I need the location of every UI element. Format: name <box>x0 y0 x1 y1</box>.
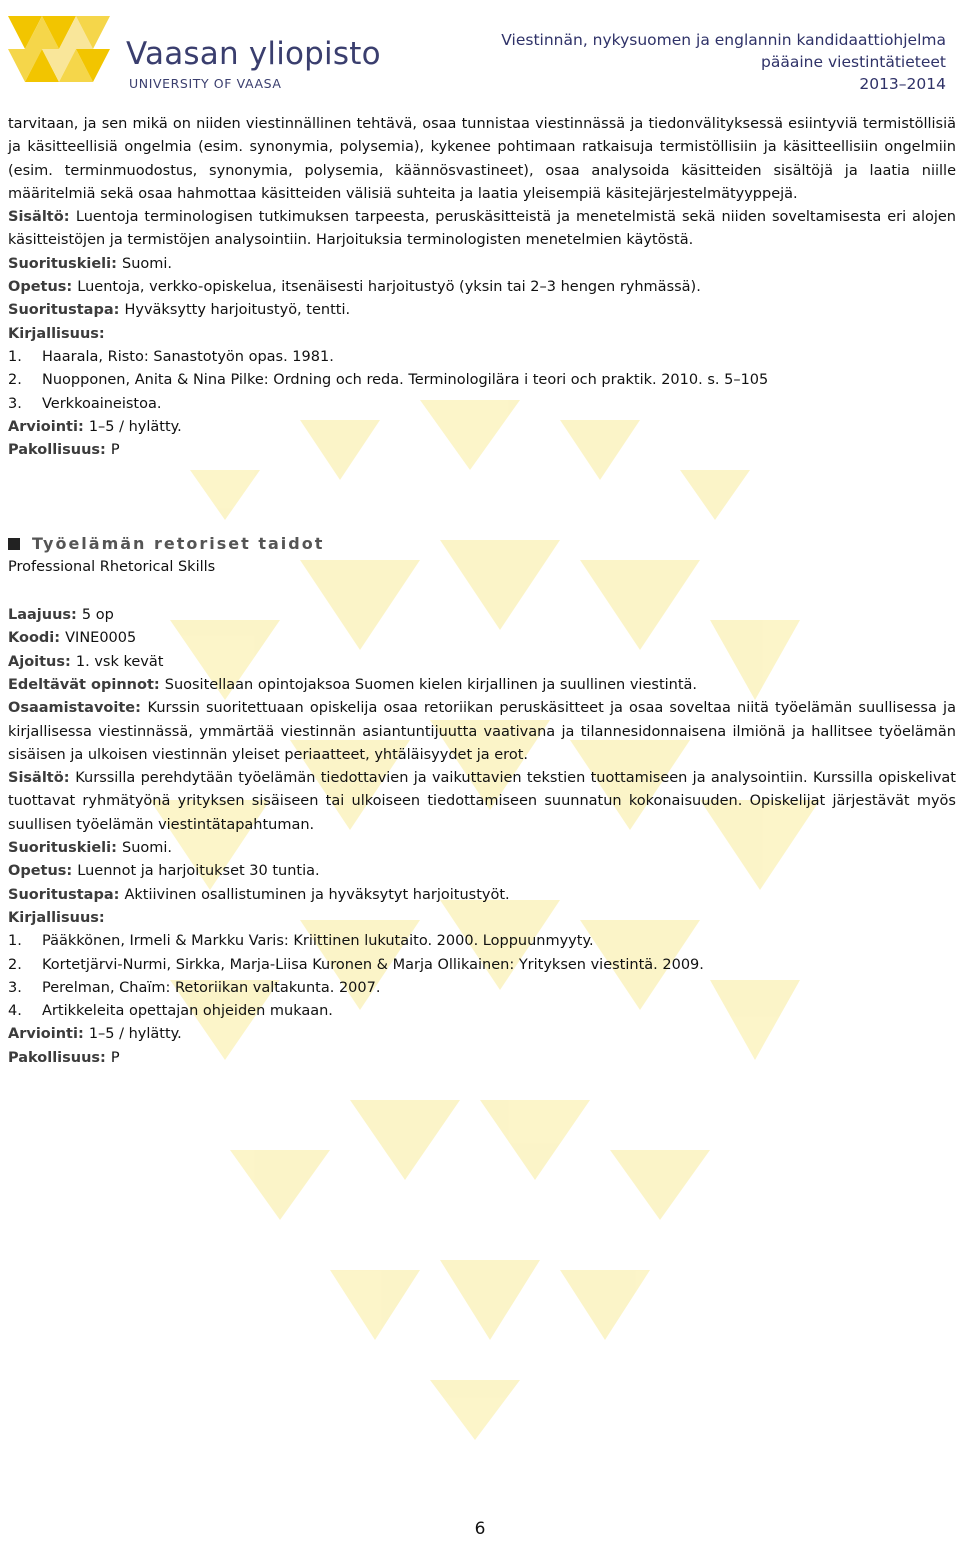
literature-item <box>8 369 956 392</box>
timing-label: Ajoitus: <box>8 653 71 670</box>
teaching-value: Luennot ja harjoitukset 30 tuntia. <box>77 863 320 880</box>
major-name: pääaine viestintätieteet <box>761 53 946 71</box>
course-content <box>8 206 956 253</box>
course-content <box>8 767 956 837</box>
literature-num: 4. <box>8 1003 22 1020</box>
course-grading <box>8 1023 956 1046</box>
literature-num: 2. <box>8 372 22 389</box>
logo-triangles-icon <box>8 16 112 82</box>
mandatory-value: P <box>110 442 120 459</box>
scope-value: 5 op <box>81 607 114 624</box>
literature-text: Nuopponen, Anita & Nina Pilke: Ordning och reda. Terminologilära i teori och praktik. 2010. s. 5–105 <box>42 372 769 389</box>
program-name: Viestinnän, nykysuomen ja englannin kandidaattiohjelma <box>501 31 946 49</box>
course-goals-continued: tarvitaan, ja sen mikä on niiden viestinnällinen tehtävä, osaa tunnistaa viestinnässä ja tiedonvälityksessä esiintyviä termistöllisiä ja käsitteellisiä ongelmia (esim. synonymia, polysemia), kykenee pohtimaan ratkaisuja termistöllisiin ja käsitteellisiin ongelmiin (esim. terminmuodostus, synonymia, polysemia, käännösvastineet), osaa analysoida käsitteiden sisältöjä ja laatia niille määritelmiä sekä osaa hahmottaa käsitteiden välisiä suhteita ja laatia yleisempiä käsitejärjestelmätyyppejä. <box>8 116 956 202</box>
content-label: Sisältö: <box>8 770 70 787</box>
literature-text: Verkkoaineistoa. <box>42 395 162 412</box>
literature-label: Kirjallisuus: <box>8 909 105 926</box>
course-mandatory <box>8 439 956 462</box>
course-title-fi: Työelämän retoriset taidot <box>32 534 325 554</box>
language-label: Suorituskieli: <box>8 255 117 272</box>
literature-text: Kortetjärvi-Nurmi, Sirkka, Marja-Liisa Kuronen & Marja Ollikainen: Yrityksen viestintä. 2009. <box>42 956 704 973</box>
course-teaching <box>8 276 956 299</box>
document-body <box>8 113 956 1070</box>
literature-item <box>8 393 956 416</box>
mode-label: Suoritustapa: <box>8 886 120 903</box>
bullet-square-icon <box>8 538 20 550</box>
mandatory-label: Pakollisuus: <box>8 442 106 459</box>
grading-label: Arviointi: <box>8 418 84 435</box>
literature-label: Kirjallisuus: <box>8 325 105 342</box>
prereq-value: Suositellaan opintojaksoa Suomen kielen kirjallinen ja suullinen viestintä. <box>164 676 698 693</box>
course-mode <box>8 884 956 907</box>
prereq-label: Edeltävät opinnot: <box>8 676 160 693</box>
course-title <box>8 532 956 555</box>
literature-item <box>8 954 956 977</box>
literature-num: 2. <box>8 956 22 973</box>
literature-num: 3. <box>8 395 22 412</box>
mode-value: Aktiivinen osallistuminen ja hyväksytyt harjoitustyöt. <box>124 886 510 903</box>
goals-label: Osaamistavoite: <box>8 700 141 717</box>
literature-item <box>8 1000 956 1023</box>
content-label: Sisältö: <box>8 209 70 226</box>
course-mandatory <box>8 1047 956 1070</box>
literature-num: 3. <box>8 979 22 996</box>
literature-item <box>8 977 956 1000</box>
course-code <box>8 627 956 650</box>
course-literature-heading <box>8 907 956 930</box>
literature-num: 1. <box>8 933 22 950</box>
course-goals <box>8 697 956 767</box>
literature-text: Perelman, Chaïm: Retoriikan valtakunta. 2007. <box>42 979 381 996</box>
university-logo <box>8 16 388 91</box>
academic-year: 2013–2014 <box>859 75 946 93</box>
course-grading <box>8 416 956 439</box>
course-literature-heading <box>8 323 956 346</box>
page-number: 6 <box>474 1519 486 1539</box>
course-language <box>8 253 956 276</box>
code-value: VINE0005 <box>65 630 137 647</box>
mandatory-label: Pakollisuus: <box>8 1049 106 1066</box>
course-scope <box>8 604 956 627</box>
mandatory-value: P <box>110 1049 120 1066</box>
literature-item <box>8 346 956 369</box>
literature-text: Artikkeleita opettajan ohjeiden mukaan. <box>42 1003 333 1020</box>
code-label: Koodi: <box>8 630 61 647</box>
teaching-value: Luentoja, verkko-opiskelua, itsenäisesti harjoitustyö (yksin tai 2–3 hengen ryhmässä). <box>77 279 701 296</box>
course-title-en: Professional Rhetorical Skills <box>8 558 216 575</box>
mode-label: Suoritustapa: <box>8 302 120 319</box>
language-value: Suomi. <box>121 255 173 272</box>
content-text: Luentoja terminologisen tutkimuksen tarpeesta, peruskäsitteistä ja menetelmistä sekä niiden soveltamisesta eri alojen käsitteistöjen ja termistöjen analysointiin. Harjoituksia terminologisten menetelmien käytöstä. <box>8 209 956 249</box>
goals-value: Kurssin suoritettuaan opiskelija osaa retoriikan peruskäsitteet ja osaa soveltaa niitä työelämän suullisessa ja kirjallisessa viestinnässä, ymmärtää viestinnän asiantuntijuutta vaativana ja tilannesidonnaisena ilmiönä ja hallitsee työelämän sisäisen ja ulkoisen viestinnän yleiset periaatteet, yhtäläisyydet ja erot. <box>8 700 956 763</box>
literature-text: Haarala, Risto: Sanastotyön opas. 1981. <box>42 348 334 365</box>
header-program-info <box>501 29 946 95</box>
course-timing <box>8 651 956 674</box>
logo-name-fi: Vaasan yliopisto <box>126 36 381 72</box>
course-prerequisites <box>8 674 956 697</box>
language-label: Suorituskieli: <box>8 840 117 857</box>
literature-num: 1. <box>8 348 22 365</box>
teaching-label: Opetus: <box>8 279 73 296</box>
content-text: Kurssilla perehdytään työelämän tiedottavien ja vaikuttavien tekstien tuottamiseen ja analysointiin. Kurssilla opiskelivat tuottavat ryhmätyönä yrityksen sisäiseen tai ulkoiseen tiedottamiseen suunnatun kokonaisuuden. Opiskelijat järjestävät myös suullisen työelämän viestintätapahtuman. <box>8 770 956 833</box>
scope-label: Laajuus: <box>8 607 77 624</box>
logo-name-en: UNIVERSITY OF VAASA <box>129 76 282 91</box>
course-mode <box>8 299 956 322</box>
page-header <box>0 0 960 100</box>
mode-value: Hyväksytty harjoitustyö, tentti. <box>124 302 351 319</box>
language-value: Suomi. <box>121 840 173 857</box>
course-teaching <box>8 860 956 883</box>
course-language <box>8 837 956 860</box>
teaching-label: Opetus: <box>8 863 73 880</box>
literature-text: Pääkkönen, Irmeli & Markku Varis: Kriittinen lukutaito. 2000. Loppuunmyyty. <box>42 933 594 950</box>
grading-label: Arviointi: <box>8 1026 84 1043</box>
timing-value: 1. vsk kevät <box>75 653 164 670</box>
grading-value: 1–5 / hylätty. <box>88 1026 182 1043</box>
literature-item <box>8 930 956 953</box>
grading-value: 1–5 / hylätty. <box>88 418 182 435</box>
